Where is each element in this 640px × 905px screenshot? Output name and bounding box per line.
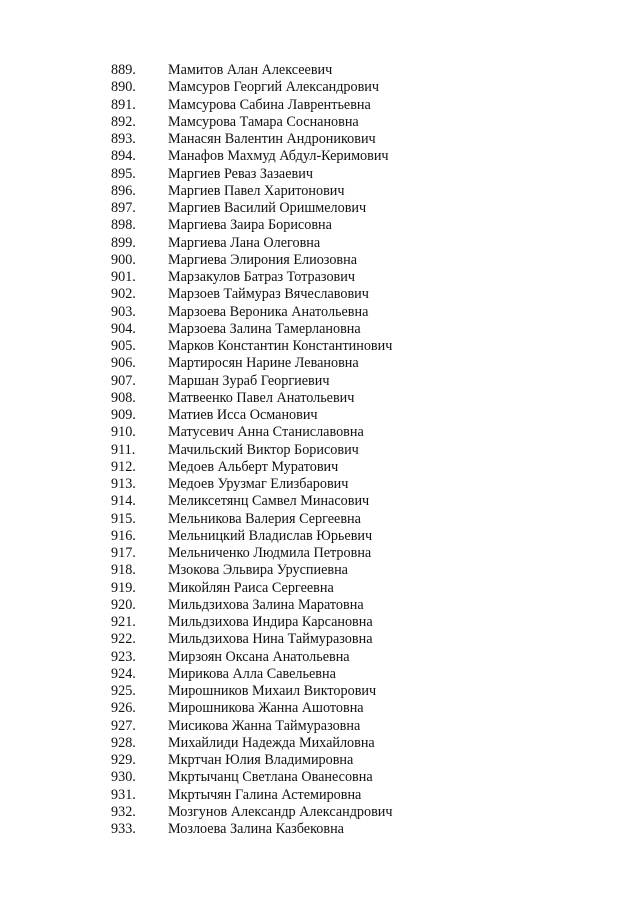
entry-number: 893.: [111, 131, 136, 147]
entry-number: 906.: [111, 355, 136, 372]
entry-number: 891.: [111, 96, 136, 113]
entry-name: Мкртычанц Светлана Ованесовна: [168, 769, 373, 786]
entry-number: 931.: [111, 786, 136, 803]
entry-number: 913.: [111, 476, 136, 492]
entry-number: 921.: [111, 614, 136, 630]
entry-name: Мкртчан Юлия Владимировна: [168, 752, 354, 768]
entry-name: Мирошникова Жанна Ашотовна: [168, 700, 364, 717]
entry-number: 889.: [111, 62, 136, 78]
entry-name: Мильдзихова Нина Таймуразовна: [168, 631, 373, 648]
entry-name: Матвеенко Павел Анатольевич: [168, 389, 355, 406]
entry-name: Мельниченко Людмила Петровна: [168, 545, 372, 561]
entry-number: 910.: [111, 424, 136, 441]
entry-number: 900.: [111, 251, 136, 268]
entry-number: 904.: [111, 320, 136, 337]
entry-name: Мильдзихова Залина Маратовна: [168, 596, 364, 613]
entry-number: 901.: [111, 269, 136, 285]
entry-name: Марзоева Вероника Анатольевна: [168, 303, 369, 320]
entry-number: 930.: [111, 769, 136, 786]
entry-number: 926.: [111, 700, 136, 717]
entry-name: Маршан Зураб Георгиевич: [168, 372, 330, 389]
entry-number: 903.: [111, 303, 136, 320]
entry-number: 898.: [111, 217, 136, 234]
entry-number: 911.: [111, 441, 136, 458]
entry-number: 925.: [111, 683, 136, 699]
entry-number: 902.: [111, 286, 136, 303]
entry-number: 895.: [111, 165, 136, 182]
entry-number: 899.: [111, 234, 136, 251]
entry-number: 929.: [111, 752, 136, 768]
entry-name: Маргиева Заира Борисовна: [168, 217, 332, 234]
entry-name: Марзоев Таймураз Вячеславович: [168, 286, 369, 303]
entry-number: 922.: [111, 631, 136, 648]
entry-number: 897.: [111, 200, 136, 216]
entry-number: 909.: [111, 407, 136, 423]
entry-number: 914.: [111, 493, 136, 510]
entry-number: 932.: [111, 803, 136, 820]
entry-number: 924.: [111, 665, 136, 682]
entry-number: 905.: [111, 338, 136, 354]
entry-number: 923.: [111, 648, 136, 665]
entry-name: Мамсурова Сабина Лаврентьевна: [168, 96, 371, 113]
entry-number: 920.: [111, 596, 136, 613]
entry-name: Мисикова Жанна Таймуразовна: [168, 717, 361, 734]
entry-name: Мельникова Валерия Сергеевна: [168, 510, 361, 527]
entry-name: Маргиев Василий Оришмелович: [168, 200, 367, 216]
entry-name: Марзакулов Батраз Тотразович: [168, 269, 355, 285]
entry-name: Маргиева Элирония Елиозовна: [168, 251, 358, 268]
entry-name: Мамсуров Георгий Александрович: [168, 79, 380, 96]
entry-name: Мозгунов Александр Александрович: [168, 803, 393, 820]
entry-name: Мзокова Эльвира Уруспиевна: [168, 562, 348, 579]
entry-name: Мильдзихова Индира Карсановна: [168, 614, 373, 630]
entry-number: 918.: [111, 562, 136, 579]
entry-number: 919.: [111, 579, 136, 596]
entry-name: Маргиева Лана Олеговна: [168, 234, 321, 251]
entry-name: Михайлиди Надежда Михайловна: [168, 734, 375, 751]
entry-number: 928.: [111, 734, 136, 751]
entry-name: Мартиросян Нарине Левановна: [168, 355, 359, 372]
entry-name: Манасян Валентин Андроникович: [168, 131, 376, 147]
entry-number: 908.: [111, 389, 136, 406]
entry-number: 894.: [111, 148, 136, 165]
entry-name: Меликсетянц Самвел Минасович: [168, 493, 370, 510]
entry-name: Марзоева Залина Тамерлановна: [168, 320, 361, 337]
entry-number: 890.: [111, 79, 136, 96]
entry-name: Мкртычян Галина Астемировна: [168, 786, 362, 803]
entry-number: 916.: [111, 527, 136, 544]
entry-name: Марков Константин Константинович: [168, 338, 393, 354]
entry-name: Мельницкий Владислав Юрьевич: [168, 527, 373, 544]
entry-name: Матиев Исса Османович: [168, 407, 318, 423]
entry-name: Мамсурова Тамара Соснановна: [168, 113, 359, 130]
entry-name: Медоев Альберт Муратович: [168, 458, 339, 475]
entry-number: 927.: [111, 717, 136, 734]
entry-name: Мирзоян Оксана Анатольевна: [168, 648, 350, 665]
entry-number: 917.: [111, 545, 136, 561]
entry-number: 933.: [111, 821, 136, 837]
entry-name: Мирикова Алла Савельевна: [168, 665, 336, 682]
entry-number: 915.: [111, 510, 136, 527]
entry-name: Мамитов Алан Алексеевич: [168, 62, 333, 78]
entry-number: 896.: [111, 182, 136, 199]
entry-name: Матусевич Анна Станиславовна: [168, 424, 364, 441]
entry-name: Манафов Махмуд Абдул-Керимович: [168, 148, 389, 165]
entry-number: 907.: [111, 372, 136, 389]
entry-number: 892.: [111, 113, 136, 130]
entry-number: 912.: [111, 458, 136, 475]
entry-name: Мачильский Виктор Борисович: [168, 441, 359, 458]
entry-name: Медоев Урузмаг Елизбарович: [168, 476, 349, 492]
entry-name: Мирошников Михаил Викторович: [168, 683, 377, 699]
entry-name: Мозлоева Залина Казбековна: [168, 821, 344, 837]
entry-name: Маргиев Павел Харитонович: [168, 182, 345, 199]
entry-name: Микойлян Раиса Сергеевна: [168, 579, 334, 596]
entry-name: Маргиев Реваз Зазаевич: [168, 165, 313, 182]
